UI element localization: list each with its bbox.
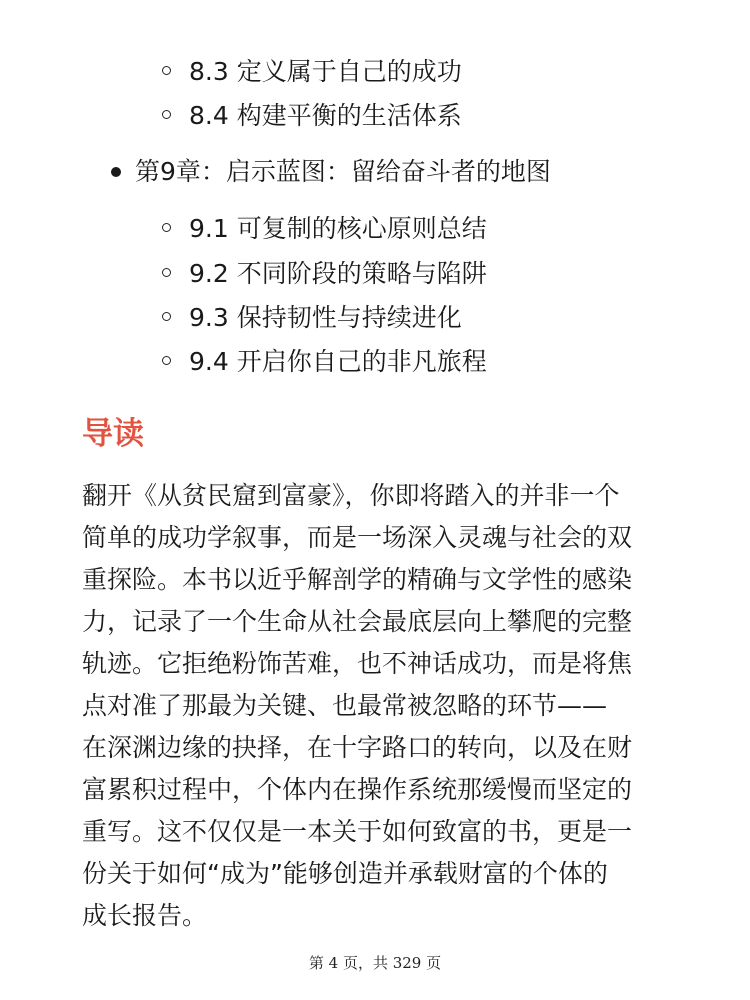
toc-section-label: 9.3 保持韧性与持续进化	[189, 303, 462, 332]
toc-section-label: 9.2 不同阶段的策略与陷阱	[189, 259, 487, 288]
toc-section-label: 9.4 开启你自己的非凡旅程	[189, 347, 487, 376]
paragraph-line: 轨迹。它拒绝粉饰苦难，也不神话成功，而是将焦	[82, 649, 633, 678]
hollow-circle-bullet-icon	[162, 110, 171, 119]
paragraph-line: 富累积过程中，个体内在操作系统那缓慢而坚定的	[82, 775, 633, 804]
filled-disc-bullet-icon	[111, 167, 121, 177]
hollow-circle-bullet-icon	[162, 66, 171, 75]
paragraph-line: 在深渊边缘的抉择，在十字路口的转向，以及在财	[82, 733, 633, 762]
toc-chapter-9	[135, 157, 551, 187]
paragraph-line: 重写。这不仅仅是一本关于如何致富的书，更是一	[82, 817, 633, 846]
toc-section-8-4	[189, 101, 462, 131]
paragraph-line: 成长报告。	[82, 901, 208, 930]
toc-chapter-title: 第9章：启示蓝图：留给奋斗者的地图	[135, 157, 551, 186]
toc-section-9-2	[189, 259, 487, 289]
hollow-circle-bullet-icon	[162, 223, 171, 232]
paragraph-line: 翻开《从贫民窟到富豪》，你即将踏入的并非一个	[82, 481, 620, 510]
hollow-circle-bullet-icon	[162, 312, 171, 321]
paragraph-line: 力，记录了一个生命从社会最底层向上攀爬的完整	[82, 607, 633, 636]
hollow-circle-bullet-icon	[162, 268, 171, 277]
toc-section-9-1	[189, 214, 487, 244]
toc-section-9-3	[189, 303, 462, 333]
paragraph-line: 点对准了那最为关键、也最常被忽略的环节——	[82, 691, 608, 720]
section-heading-intro: 导读	[82, 416, 144, 452]
toc-section-8-3	[189, 57, 462, 87]
toc-section-9-4	[189, 347, 487, 377]
page-number-footer: 第 4 页，共 329 页	[308, 954, 442, 972]
paragraph-line: 重探险。本书以近乎解剖学的精确与文学性的感染	[82, 565, 633, 594]
hollow-circle-bullet-icon	[162, 356, 171, 365]
paragraph-line: 简单的成功学叙事，而是一场深入灵魂与社会的双	[82, 523, 633, 552]
toc-section-label: 8.3 定义属于自己的成功	[189, 57, 462, 86]
paragraph-line: 份关于如何“成为”能够创造并承载财富的个体的	[82, 859, 608, 888]
toc-section-label: 9.1 可复制的核心原则总结	[189, 214, 487, 243]
toc-section-label: 8.4 构建平衡的生活体系	[189, 101, 462, 130]
